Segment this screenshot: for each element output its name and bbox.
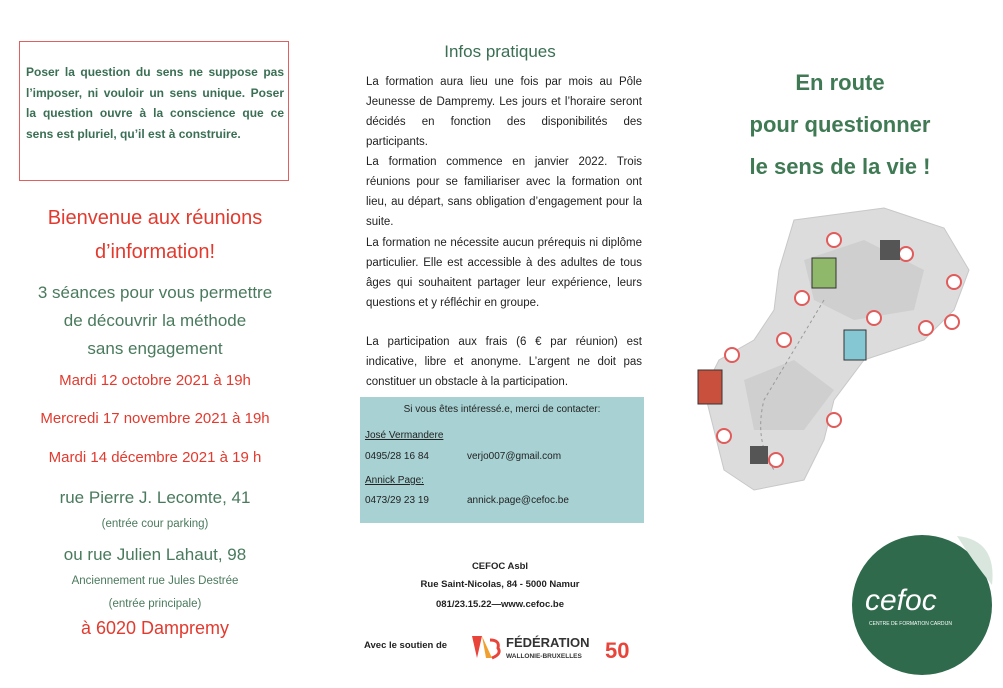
headline-line-1: En route xyxy=(795,70,885,95)
quote-text: Poser la question du sens ne suppose pas l’imposer, ni vouloir un sens unique. Poser la question ouvre à la conscience que ce sens est pluriel, qu’il est à construire. xyxy=(26,65,284,141)
cefoc-logo xyxy=(847,530,997,680)
contact-name-1: José Vermandere xyxy=(365,430,444,441)
infos-title: Infos pratiques xyxy=(444,42,556,61)
date-2: Mercredi 17 novembre 2021 à 19h xyxy=(40,410,270,427)
welcome-line-2: d’information! xyxy=(94,241,216,263)
quote-box xyxy=(19,41,289,181)
federation-logo xyxy=(468,630,638,664)
sessions-line-2: de découvrir la méthode xyxy=(63,311,247,330)
left-panel xyxy=(0,0,310,688)
cefoc-logo-text: cefoc xyxy=(865,584,937,617)
address-2: ou rue Julien Lahaut, 98 xyxy=(63,545,247,564)
address-2-former: Anciennement rue Jules Destrée xyxy=(71,575,239,587)
contact-title: Si vous êtes intéressé.e, merci de contacter: xyxy=(403,404,601,415)
contact-box xyxy=(360,397,644,523)
org-name: CEFOC Asbl xyxy=(471,561,529,572)
city: à 6020 Dampremy xyxy=(80,618,230,638)
contact-phone-2: 0473/29 23 19 xyxy=(365,495,429,506)
contact-phone-1: 0495/28 16 84 xyxy=(365,451,429,462)
contact-email-1[interactable]: verjo007@gmail.com xyxy=(467,451,562,462)
contact-email-2[interactable]: annick.page@cefoc.be xyxy=(467,495,569,506)
right-panel xyxy=(680,0,1003,688)
sessions-line-3: sans engagement xyxy=(87,339,223,358)
contact-name-2: Annick Page: xyxy=(365,475,424,486)
middle-panel xyxy=(330,0,670,688)
welcome-line-1: Bienvenue aux réunions xyxy=(47,207,263,229)
paragraph-location: La formation aura lieu une fois par mois au Pôle Jeunesse de Dampremy. Les jours et l’horaire seront décidés en fonction des disponibilités des participants. xyxy=(366,76,642,148)
federation-years: 50 xyxy=(605,638,630,663)
paragraph-fees: La participation aux frais (6 € par réunion) est indicative, libre et anonyme. L’argent ne doit pas constituer un obstacle à la participation. xyxy=(366,336,642,388)
journey-map-illustration xyxy=(684,200,984,500)
org-contact[interactable]: 081/23.15.22—www.cefoc.be xyxy=(436,599,564,610)
headline-line-3: le sens de la vie ! xyxy=(749,154,931,179)
paragraph-start: La formation commence en janvier 2022. Trois réunions pour se familiariser avec la formation ont lieu, au départ, sans obligation d’engagement pour la suite. xyxy=(366,156,642,228)
support-label: Avec le soutien de xyxy=(364,640,448,651)
headline-line-2: pour questionner xyxy=(749,112,931,137)
headline xyxy=(700,62,980,188)
federation-line-2: WALLONIE-BRUXELLES xyxy=(506,653,582,660)
date-1: Mardi 12 octobre 2021 à 19h xyxy=(59,372,251,389)
paragraph-requirements: La formation ne nécessite aucun prérequis ni diplôme particulier. Elle est accessible à des adultes de tous âges qui souhaitent partager leur expérience, leurs questions et y réfléchir en groupe. xyxy=(366,237,642,309)
federation-symbol-icon xyxy=(472,636,499,658)
address-2-note: (entrée principale) xyxy=(108,598,202,610)
sessions-line-1: 3 séances pour vous permettre xyxy=(37,283,273,302)
federation-line-1: FÉDÉRATION xyxy=(506,635,590,650)
cefoc-logo-subtext: CENTRE DE FORMATION CARDIJN xyxy=(869,621,952,627)
address-1: rue Pierre J. Lecomte, 41 xyxy=(59,488,251,507)
date-3: Mardi 14 décembre 2021 à 19 h xyxy=(48,449,262,466)
address-1-note: (entrée cour parking) xyxy=(101,518,209,530)
org-address: Rue Saint-Nicolas, 84 - 5000 Namur xyxy=(420,579,580,590)
